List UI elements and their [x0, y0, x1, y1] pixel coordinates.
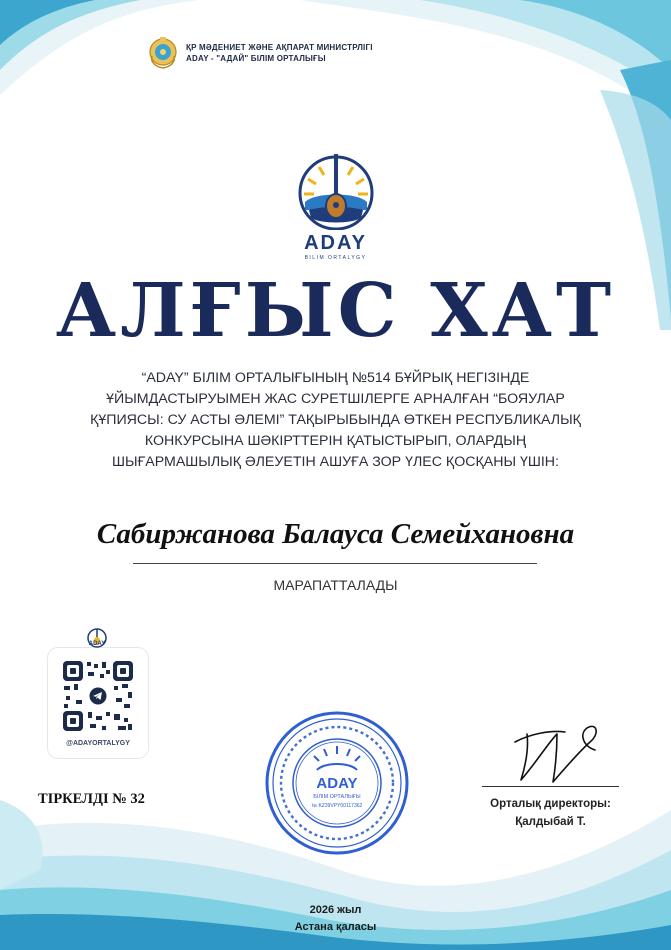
ministry-name: ҚР МӘДЕНИЕТ ЖӘНЕ АҚПАРАТ МИНИСТРЛІГІ [186, 43, 373, 52]
director-title: Орталық директоры: [490, 798, 611, 810]
signature-line [482, 786, 619, 787]
logo-brand: ADAY [304, 232, 367, 254]
center-name: ADAY - "АДАЙ" БІЛІМ ОРТАЛЫҒЫ [186, 54, 326, 63]
header [148, 36, 373, 70]
logo-subtitle: BILIM ORTALYGY [304, 255, 367, 261]
svg-text:№ KZ39VPY00117362: № KZ39VPY00117362 [311, 803, 363, 809]
kazakhstan-emblem-icon [148, 36, 178, 70]
issue-year: 2026 жыл [309, 904, 362, 916]
svg-text:ADAY: ADAY [316, 775, 358, 792]
svg-text:БІЛІМ ОРТАЛЫҒЫ: БІЛІМ ОРТАЛЫҒЫ [313, 794, 361, 800]
issue-city: Астана қаласы [294, 921, 377, 933]
qr-brand: ADAY [88, 641, 106, 647]
telegram-icon [89, 687, 107, 705]
director-name: Қалдыбай Т. [515, 816, 586, 828]
certificate-title: АЛҒЫС ХАТ [55, 268, 616, 354]
official-seal-icon [262, 708, 412, 858]
recipient-underline [133, 563, 537, 564]
director-signature [505, 712, 610, 787]
aday-logo [283, 148, 388, 261]
certificate-body-text: “ADAY” БІЛІМ ОРТАЛЫҒЫНЫҢ №514 БҰЙРЫҚ НЕГІЗІНДЕ ҰЙЫМДАСТЫРУЫМЕН ЖАС СУРЕТШІЛЕРГЕ АРНАЛҒАН “БОЯУЛАР ҚҰПИЯСЫ: СУ АСТЫ ӘЛЕМІ” ТАҚЫРЫБЫНДА ӨТКЕН РЕСПУБЛИКАЛЫҚ КОНКУРСЫНА ШӘКІРТТЕРІН ҚАТЫСТЫРЫП, ОЛАРДЫҢ ШЫҒАРМАШЫЛЫҚ ӘЛЕУЕТІН АШУҒА ЗОР ҮЛЕС ҚОСҚАНЫ ҮШІН: [90, 370, 581, 470]
registration-number: ТІРКЕЛДІ № 32 [38, 791, 145, 807]
dombra-sun-logo-icon [291, 148, 381, 230]
header-text [186, 43, 373, 63]
recipient-name: Сабиржанова Балауса Семейхановна [96, 518, 575, 550]
awarded-text: МАРАПАТТАЛАДЫ [273, 577, 398, 593]
qr-social-handle: @ADAYORTALYGY [66, 740, 130, 747]
